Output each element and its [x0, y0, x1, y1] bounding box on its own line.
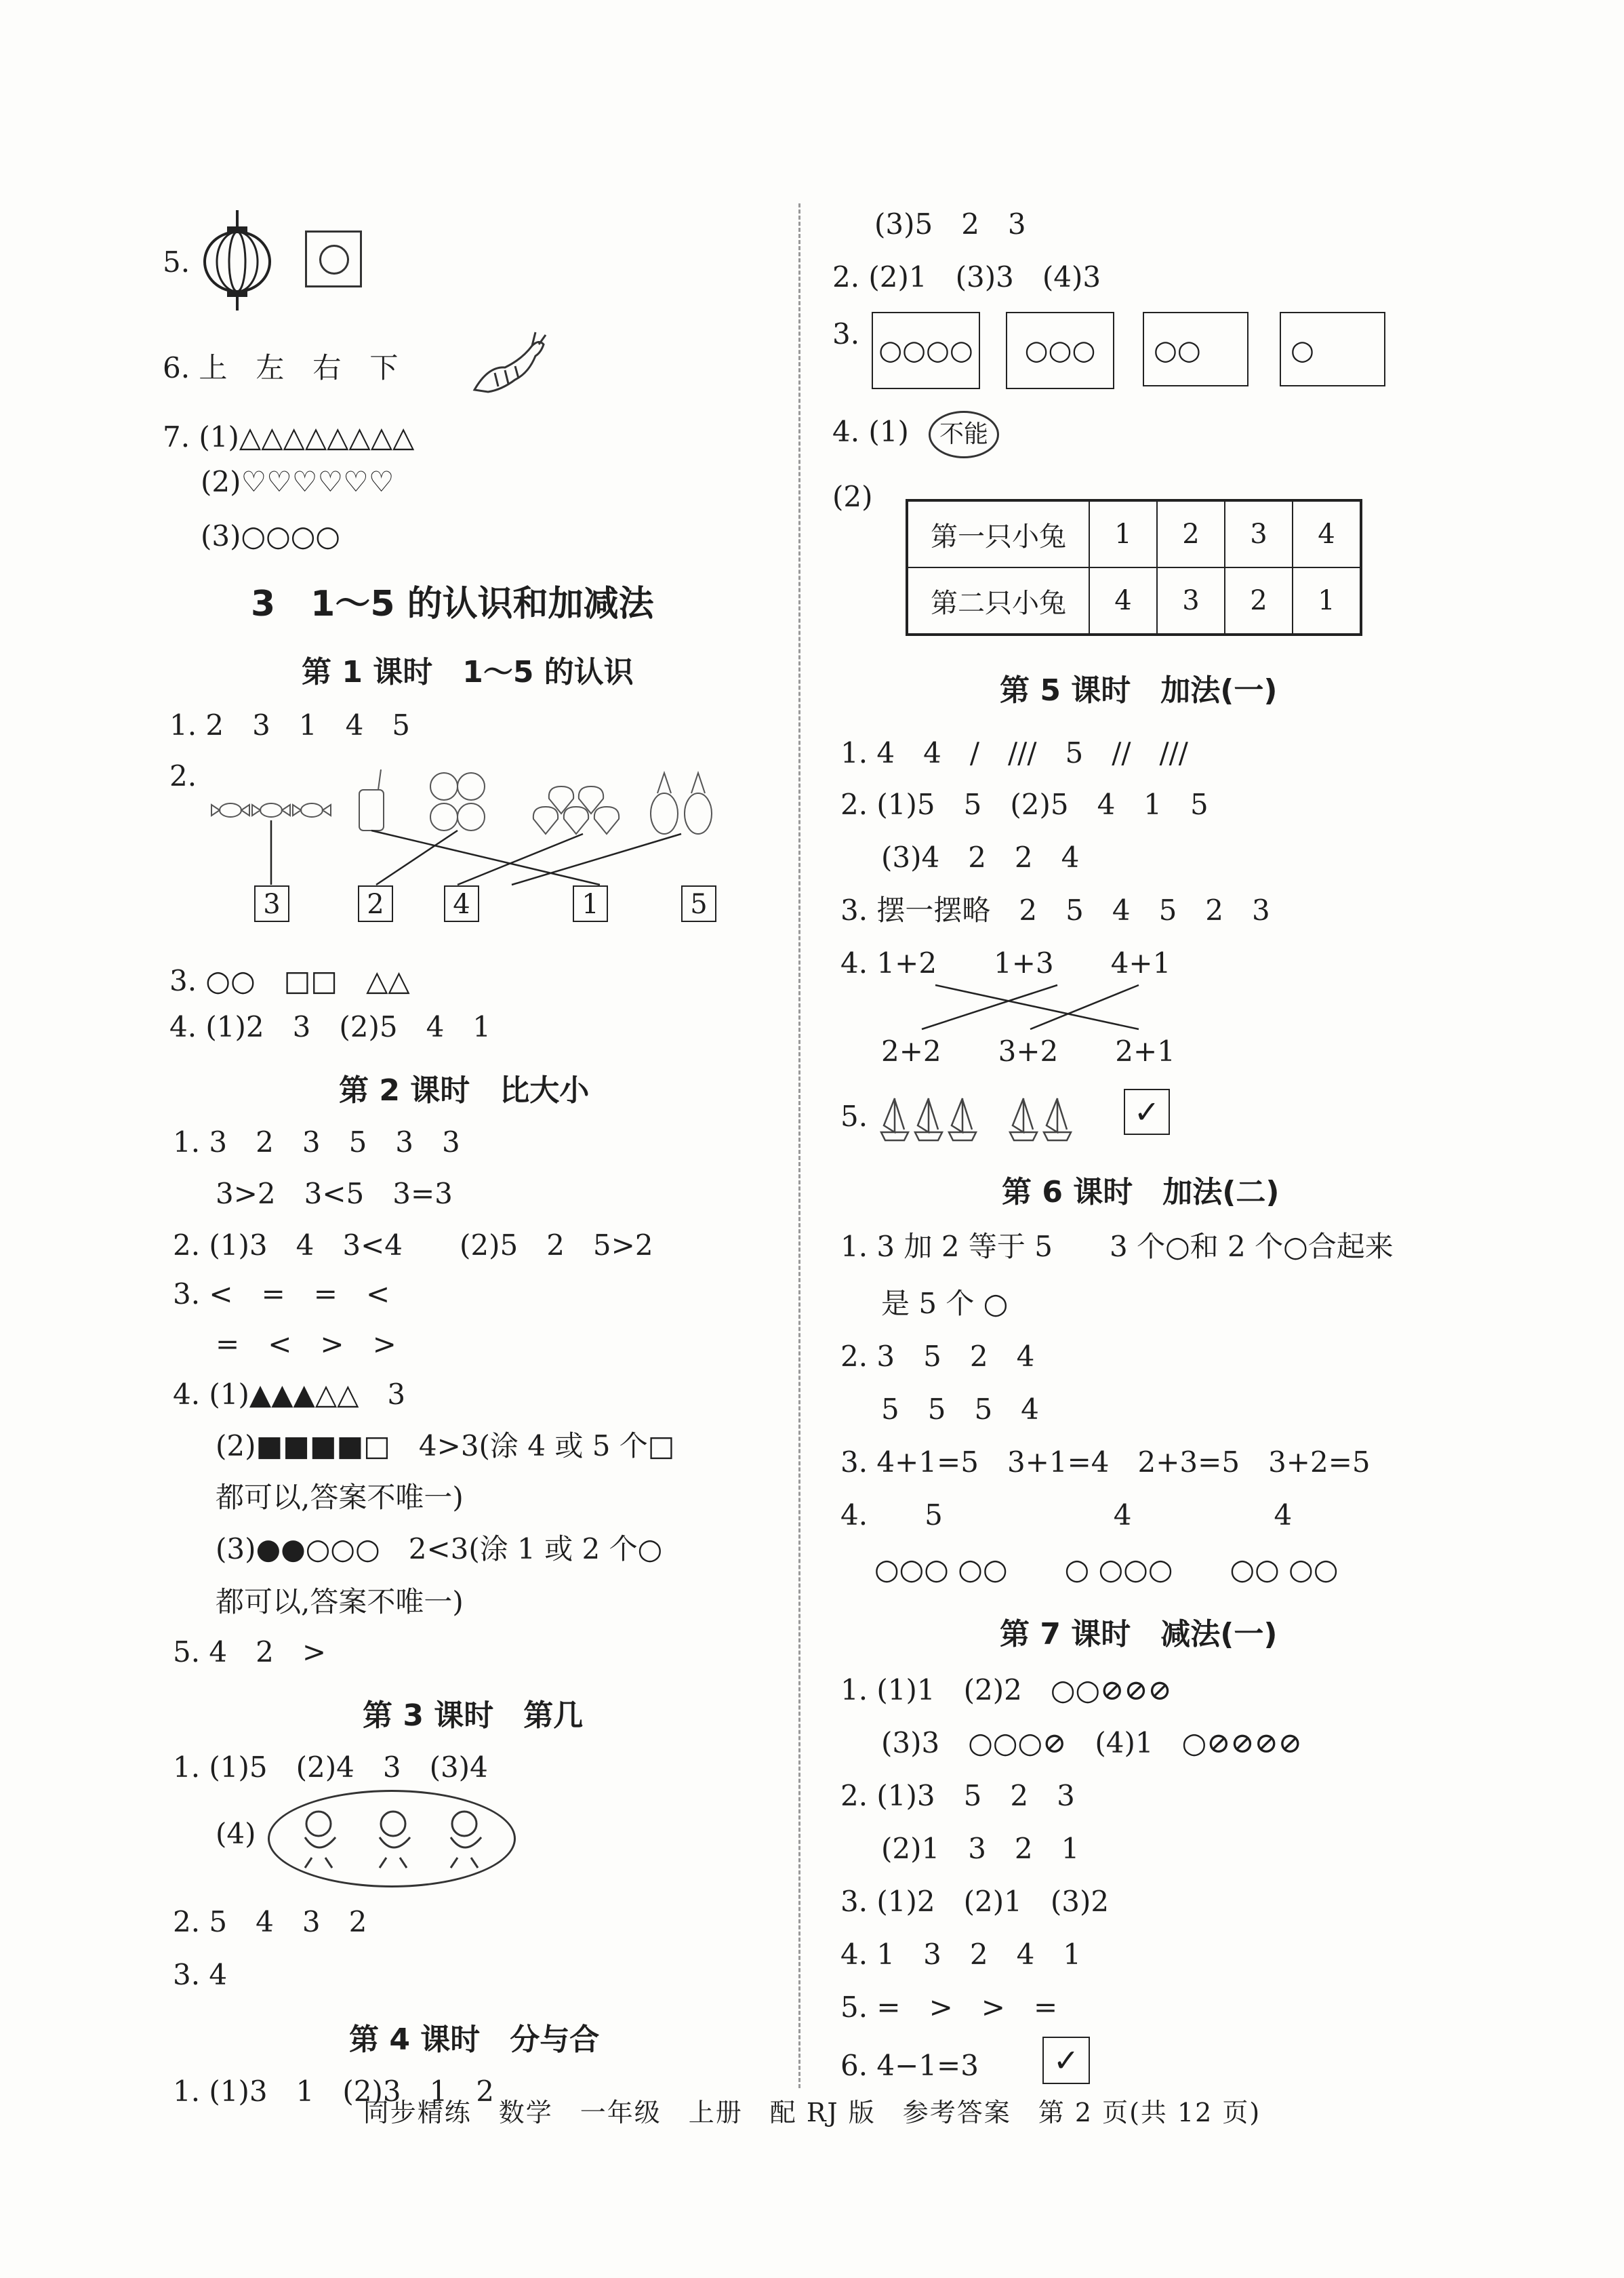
match-box-2: 2 [358, 885, 393, 922]
l3-q2: 2. 5 4 3 2 [173, 1905, 367, 1938]
table-cell: 3 [1225, 500, 1293, 567]
l6-line-5: 3. 4+1=5 3+1=4 2+3=5 3+2=5 [840, 1445, 1371, 1479]
r-q4-circle: 不能 [929, 411, 999, 458]
q7-line-3: (3)○○○○ [201, 519, 341, 553]
rabbit-table [906, 499, 1362, 636]
lantern-icon [200, 210, 275, 312]
l7-line-1: 1. (1)1 (2)2 ○○⊘⊘⊘ [840, 1673, 1172, 1706]
l3-q1: 1. (1)5 (2)4 3 (3)4 [173, 1751, 488, 1784]
l7-line-2: (3)3 ○○○⊘ (4)1 ○⊘⊘⊘⊘ [881, 1726, 1302, 1759]
r-q3-label: 3. [832, 317, 860, 351]
match-box-1: 3 [254, 885, 289, 922]
l2-line-5: = < > > [216, 1327, 397, 1361]
lesson7-title: 第 7 课时 减法(一) [1000, 1617, 1278, 1652]
l6-line-3: 2. 3 5 2 4 [840, 1340, 1035, 1373]
l7-line-5: 3. (1)2 (2)1 (3)2 [840, 1885, 1110, 1918]
l2-line-3: 2. (1)3 4 3<4 (2)5 2 5>2 [173, 1228, 653, 1262]
l4-q1: 1. (1)3 1 (2)3 1 2 [173, 2075, 495, 2108]
l5-q4-top: 4. 1+2 1+3 4+1 [840, 946, 1171, 980]
l2-line-2: 3>2 3<5 3=3 [216, 1177, 453, 1210]
l3-q1-4-label: (4) [216, 1817, 256, 1850]
lesson2-title: 第 2 课时 比大小 [339, 1073, 590, 1108]
l2-line-6: 4. (1)▲▲▲△△ 3 [173, 1378, 406, 1411]
table-row [907, 500, 1361, 567]
l7-q6: 6. 4−1=3 [840, 2049, 979, 2082]
l1-q2-label: 2. [169, 759, 197, 793]
table-cell-label: 第一只小兔 [907, 500, 1089, 567]
l7-line-3: 2. (1)3 5 2 3 [840, 1779, 1075, 1812]
l7-line-4: (2)1 3 2 1 [881, 1832, 1080, 1865]
lesson3-title: 第 3 课时 第几 [363, 1698, 584, 1733]
table-cell: 1 [1293, 567, 1361, 635]
column-divider [798, 203, 800, 2088]
l2-line-9: (3)●●○○○ 2<3(涂 1 或 2 个○ [216, 1532, 663, 1565]
l1-q4: 4. (1)2 3 (2)5 4 1 [169, 1010, 491, 1043]
table-cell: 4 [1293, 500, 1361, 567]
l2-line-1: 1. 3 2 3 5 3 3 [173, 1125, 460, 1159]
r-q3-box-2: ○○○ [1006, 312, 1114, 389]
q7-line-2: (2)♡♡♡♡♡♡ [201, 465, 394, 498]
l5-q4-bottom: 2+2 3+2 2+1 [881, 1035, 1175, 1068]
match-box-3: 4 [444, 885, 479, 922]
l2-line-7: (2)■■■■□ 4>3(涂 4 或 5 个□ [216, 1429, 675, 1462]
animals-icon [285, 1803, 502, 1871]
r-q3-box-1: ○○○○ [872, 312, 980, 389]
match-box-4: 1 [573, 885, 608, 922]
matching-lines [908, 982, 1166, 1036]
table-cell: 2 [1225, 567, 1293, 635]
match-box-5: 5 [681, 885, 716, 922]
r-q4-2-label: (2) [832, 480, 873, 513]
l5-q2b: (3)4 2 2 4 [881, 841, 1080, 874]
answer-box-circle [305, 231, 362, 287]
q5-label: 5. [163, 245, 190, 279]
l6-line-1: 1. 3 加 2 等于 5 3 个○和 2 个○合起来 [840, 1230, 1394, 1263]
l6-line-7: ○○○ ○○ ○ ○○○ ○○ ○○ [874, 1553, 1339, 1586]
page-footer: 同步精练 数学 一年级 上册 配 RJ 版 参考答案 第 2 页(共 12 页) [363, 2098, 1261, 2127]
l2-line-11: 5. 4 2 > [173, 1635, 327, 1668]
l7-q6-check-box: ✓ [1042, 2037, 1090, 2084]
l5-q5-label: 5. [840, 1100, 868, 1133]
lesson6-title: 第 6 课时 加法(二) [1002, 1175, 1280, 1210]
lesson5-title: 第 5 课时 加法(一) [1000, 673, 1278, 708]
r-q4-1: 4. (1) [832, 415, 909, 448]
tiger-icon [468, 325, 549, 400]
r-q3-box-3: ○○ [1143, 312, 1249, 386]
l5-q1: 1. 4 4 / /// 5 // /// [840, 736, 1188, 770]
l6-line-4: 5 5 5 4 [881, 1393, 1039, 1426]
q7-line-1: 7. (1)△△△△△△△△ [163, 420, 415, 454]
table-cell-label: 第二只小兔 [907, 567, 1089, 635]
l3-q3: 3. 4 [173, 1958, 228, 1991]
q6-line: 6. 上 左 右 下 [163, 351, 399, 384]
l1-q3: 3. ○○ □□ △△ [169, 964, 410, 997]
l1-q1: 1. 2 3 1 4 5 [169, 708, 411, 742]
table-cell: 2 [1157, 500, 1225, 567]
l5-q5-check-box: ✓ [1124, 1089, 1170, 1135]
unit-title: 3 1～5 的认识和加减法 [251, 584, 654, 624]
l2-line-10: 都可以,答案不唯一) [216, 1585, 464, 1618]
l7-line-7: 5. = > > = [840, 1991, 1058, 2024]
l7-line-6: 4. 1 3 2 4 1 [840, 1938, 1082, 1971]
lesson1-title: 第 1 课时 1～5 的认识 [302, 655, 634, 690]
l2-line-8: 都可以,答案不唯一) [216, 1481, 464, 1514]
r-top2: 2. (2)1 (3)3 (4)3 [832, 260, 1101, 294]
l5-q2a: 2. (1)5 5 (2)5 4 1 5 [840, 788, 1209, 821]
r-top1: (3)5 2 3 [874, 207, 1026, 241]
table-row [907, 567, 1361, 635]
l5-q3: 3. 摆一摆略 2 5 4 5 2 3 [840, 894, 1270, 927]
table-cell: 3 [1157, 567, 1225, 635]
boats-icon [874, 1085, 1105, 1146]
table-cell: 4 [1089, 567, 1157, 635]
lesson4-title: 第 4 课时 分与合 [349, 2022, 600, 2057]
table-cell: 1 [1089, 500, 1157, 567]
l6-line-6: 4. 5 4 4 [840, 1498, 1293, 1532]
l2-line-4: 3. < = = < [173, 1277, 390, 1311]
l6-line-2: 是 5 个 ○ [881, 1287, 1009, 1320]
r-q3-box-4: ○ [1280, 312, 1385, 386]
